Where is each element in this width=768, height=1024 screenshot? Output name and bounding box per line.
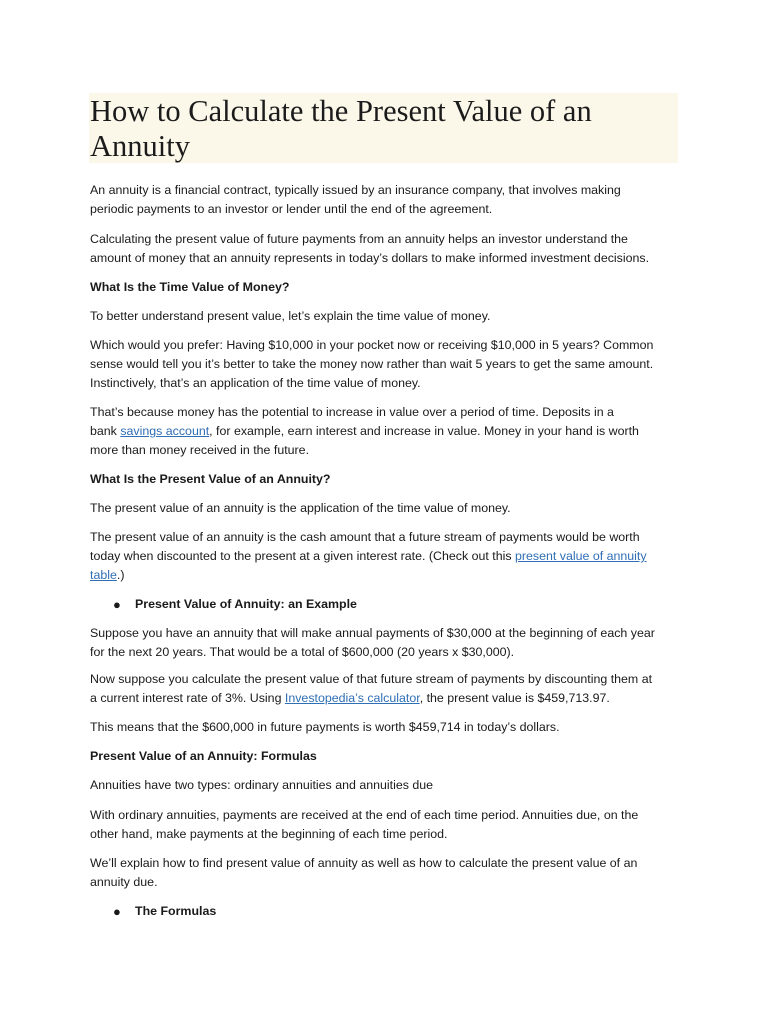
paragraph-discounting: Now suppose you calculate the present value of that future stream of payments by discounting them at a current interest rate of 3%. Using Investopedia’s calculator, the present value is $459,713.97. [90, 672, 653, 705]
title-line-2: Annuity [90, 129, 190, 163]
heading-pv-annuity: What Is the Present Value of an Annuity? [90, 472, 331, 486]
bullet-example-heading: Present Value of Annuity: an Example [135, 597, 357, 611]
paragraph-suppose-annuity: Suppose you have an annuity that will make annual payments of $30,000 at the beginning of each year for the next 20 years. That would be a total of $600,000 (20 years x $30,000). [90, 626, 655, 659]
heading-time-value: What Is the Time Value of Money? [90, 280, 290, 294]
investopedia-calculator-link[interactable]: Investopedia’s calculator [284, 691, 420, 705]
heading-formulas: Present Value of an Annuity: Formulas [90, 749, 317, 763]
savings-account-link[interactable]: savings account [120, 424, 210, 438]
paragraph-two-types: Annuities have two types: ordinary annuities and annuities due [90, 778, 434, 792]
paragraph-means: This means that the $600,000 in future payments is worth $459,714 in today’s dollars. [90, 720, 560, 734]
paragraph-pv-cash-amount: The present value of an annuity is the cash amount that a future stream of payments would be worth today when discounted to the present at a given interest rate. (Check out this present value of annuity table.) [90, 530, 647, 582]
pv-annuity-table-link-cont[interactable]: table [90, 568, 117, 582]
paragraph-explain-how: We’ll explain how to find present value of annuity as well as how to calculate the present value of an annuity due. [90, 856, 638, 889]
bullet-icon-2: ● [113, 904, 121, 919]
paragraph-calculating-pv: Calculating the present value of future payments from an annuity helps an investor understand the amount of money that an annuity represents in today’s dollars to make informed investment decisions. [90, 232, 650, 265]
paragraph-ordinary-annuities: With ordinary annuities, payments are received at the end of each time period. Annuities due, on the other hand, make payments at the beginning of each time period. [90, 808, 639, 841]
title-line-1: How to Calculate the Present Value of an [90, 94, 592, 128]
paragraph-potential: That’s because money has the potential to increase in value over a period of time. Deposits in a bank savings account, for example, earn interest and increase in value. Money in your hand is worth more than money received in the future. [90, 405, 639, 457]
page-title [90, 94, 690, 164]
paragraph-explain-tvm: To better understand present value, let’s explain the time value of money. [90, 309, 491, 323]
paragraph-prefer: Which would you prefer: Having $10,000 in your pocket now or receiving $10,000 in 5 years? Common sense would tell you it’s better to take the money now rather than wait 5 years to get the same amount. Instinctively, that’s an application of the time value of money. [90, 338, 654, 390]
paragraph-annuity-definition: An annuity is a financial contract, typically issued by an insurance company, that involves making periodic payments to an investor or lender until the end of the agreement. [90, 183, 621, 216]
bullet-formulas-heading: The Formulas [135, 904, 217, 918]
paragraph-pv-application: The present value of an annuity is the application of the time value of money. [90, 501, 511, 515]
bullet-icon: ● [113, 597, 121, 612]
pv-annuity-table-link[interactable]: present value of annuity [514, 549, 647, 563]
